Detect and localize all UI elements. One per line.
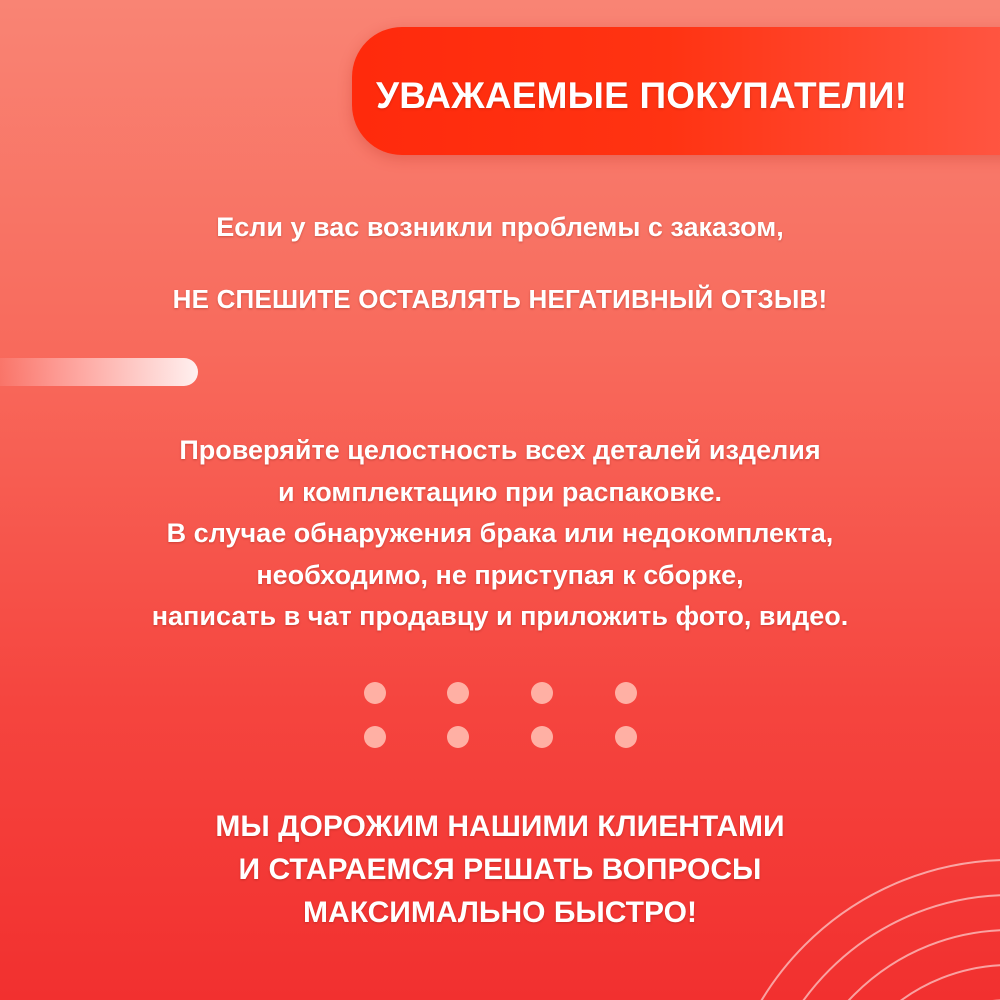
instructions-line: Проверяйте целостность всех деталей изделия xyxy=(179,435,821,465)
decorative-arc xyxy=(790,930,1000,1000)
instructions-line: В случае обнаружения брака или недокомплекта, xyxy=(166,518,834,548)
closing-line: МАКСИМАЛЬНО БЫСТРО! xyxy=(303,896,697,929)
closing-line: МЫ ДОРОЖИМ НАШИМИ КЛИЕНТАМИ xyxy=(215,810,785,843)
closing-line: И СТАРАЕМСЯ РЕШАТЬ ВОПРОСЫ xyxy=(238,853,762,886)
intro-line: Если у вас возникли проблемы с заказом, xyxy=(216,212,784,242)
header-title: УВАЖАЕМЫЕ ПОКУПАТЕЛИ! xyxy=(376,75,908,116)
warning-line: НЕ СПЕШИТЕ ОСТАВЛЯТЬ НЕГАТИВНЫЙ ОТЗЫВ! xyxy=(172,284,828,314)
instructions-line: написать в чат продавцу и приложить фото, видео. xyxy=(151,601,849,631)
instructions-line: и комплектацию при распаковке. xyxy=(277,476,723,507)
decorative-arc xyxy=(755,895,1000,1000)
instructions-line: необходимо, не приступая к сборке, xyxy=(256,559,744,590)
decorative-arc xyxy=(720,860,1000,1000)
decorative-arc xyxy=(825,965,1000,1000)
